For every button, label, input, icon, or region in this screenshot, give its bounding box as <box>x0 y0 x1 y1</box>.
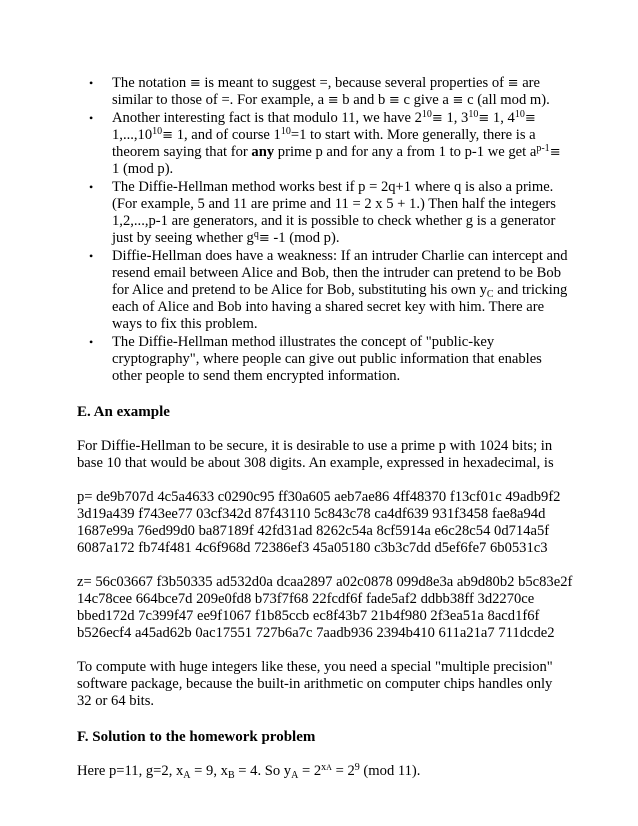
bullet-icon: • <box>89 335 94 349</box>
hex-line: 6087a172 fb74f481 4c6f968d 72386ef3 45a05180 c3b3c7dd d5ef6fe7 6b0531c3 <box>77 540 548 556</box>
bullet-icon: • <box>89 111 94 125</box>
hex-line: b526ecf4 a45ad62b 0ac17551 727b6a7c 7aadb936 2394b410 611a21a7 711dcde2 <box>77 625 555 641</box>
hex-line: p= de9b707d 4c5a4633 c0290c95 ff30a605 aeb7ae86 4ff48370 f13cf01c 49adb9f2 <box>77 489 561 505</box>
value-z-hex <box>77 574 573 642</box>
bullet-icon: • <box>89 76 94 90</box>
list-item: • The Diffie-Hellman method works best if p = 2q+1 where q is also a prime. (For example, 5 and 11 are prime and 11 = 2 x 5 + 1.) Then half the integers 1,2,...,p-1 are generators, and it is possible to check whether g is a generator just by seeing whether $g^q\equiv -1$ (mod p). <box>89 179 556 246</box>
hex-line: 14c78cee 664bce7d 209e0fd8 b73f7f68 22fcdf6f fade5af2 ddbb38ff 3d2270ce <box>77 591 535 607</box>
list-item: • Another interesting fact is that modulo 11, we have $2^{10}\equiv 1$, $3^{10}\equiv 1$, $4^{10}\equiv 1,...,10^{10}\equiv 1$, and of course $1^{10}=1$ to start with. More generally, there is a theorem saying that for any prime p and for any a from 1 to p-1 we get $a^{p-1}\equiv 1$ (mod p). <box>89 109 561 177</box>
solution-text: Here p=11, g=2, $x_A = 9$, $x_B = 4$. So $y_A = 2^{xA} = 2^9$ (mod 11). <box>77 762 421 781</box>
section-heading-example: E. An example <box>77 404 170 420</box>
hex-line: 1687e99a 76ed99d0 ba87189f 42fd31ad 8262c54a 8cf5914a e6c28c54 0d714a5f <box>77 523 550 539</box>
section-heading-solution: F. Solution to the homework problem <box>77 729 316 745</box>
hex-line: z= 56c03667 f3b50335 ad532d0a dcaa2897 a02c0878 099d8e3a ab9d80b2 b5c83e2f <box>77 574 573 590</box>
example-intro: For Diffie-Hellman to be secure, it is desirable to use a prime p with 1024 bits; in base 10 that would be about 308 digits. An example, expressed in hexadecimal, is <box>77 438 554 471</box>
emphasis-any: any <box>251 144 275 160</box>
bullet-icon: • <box>89 180 94 194</box>
hex-line: bbed172d 7c399f47 ee9f1067 f1b85ccb ec8f43b7 21b4f980 2f3ea51a 8acd1f6f <box>77 608 540 624</box>
hex-line: 3d19a439 f743ee77 03cf342d 87f43110 5c843c78 ca4df639 931f3458 fae8a94d <box>77 506 546 522</box>
list-item: • The Diffie-Hellman method illustrates the concept of "public-key cryptography", where people can give out public information that enables other people to send them encrypted information. <box>89 334 542 384</box>
prime-p-hex <box>77 489 568 557</box>
list-item: • The notation ≡ is meant to suggest =, because several properties of ≡ are similar to those of =. For example, a ≡ b and b ≡ c give a ≡ c (all mod m). <box>89 75 550 108</box>
bullet-list <box>77 75 568 385</box>
bullet-icon: • <box>89 249 94 263</box>
list-item: • Diffie-Hellman does have a weakness: If an intruder Charlie can intercept and resend email between Alice and Bob, then the intruder can pretend to be Bob for Alice and pretend to be Alice for Bob, substituting his own $y_C$ and tricking each of Alice and Bob into having a shared secret key with him. There are ways to fix this problem. <box>89 248 568 332</box>
multiple-precision-note: To compute with huge integers like these, you need a special "multiple precision" software package, because the built-in arithmetic on computer chips handles only 32 or 64 bits. <box>77 659 553 709</box>
